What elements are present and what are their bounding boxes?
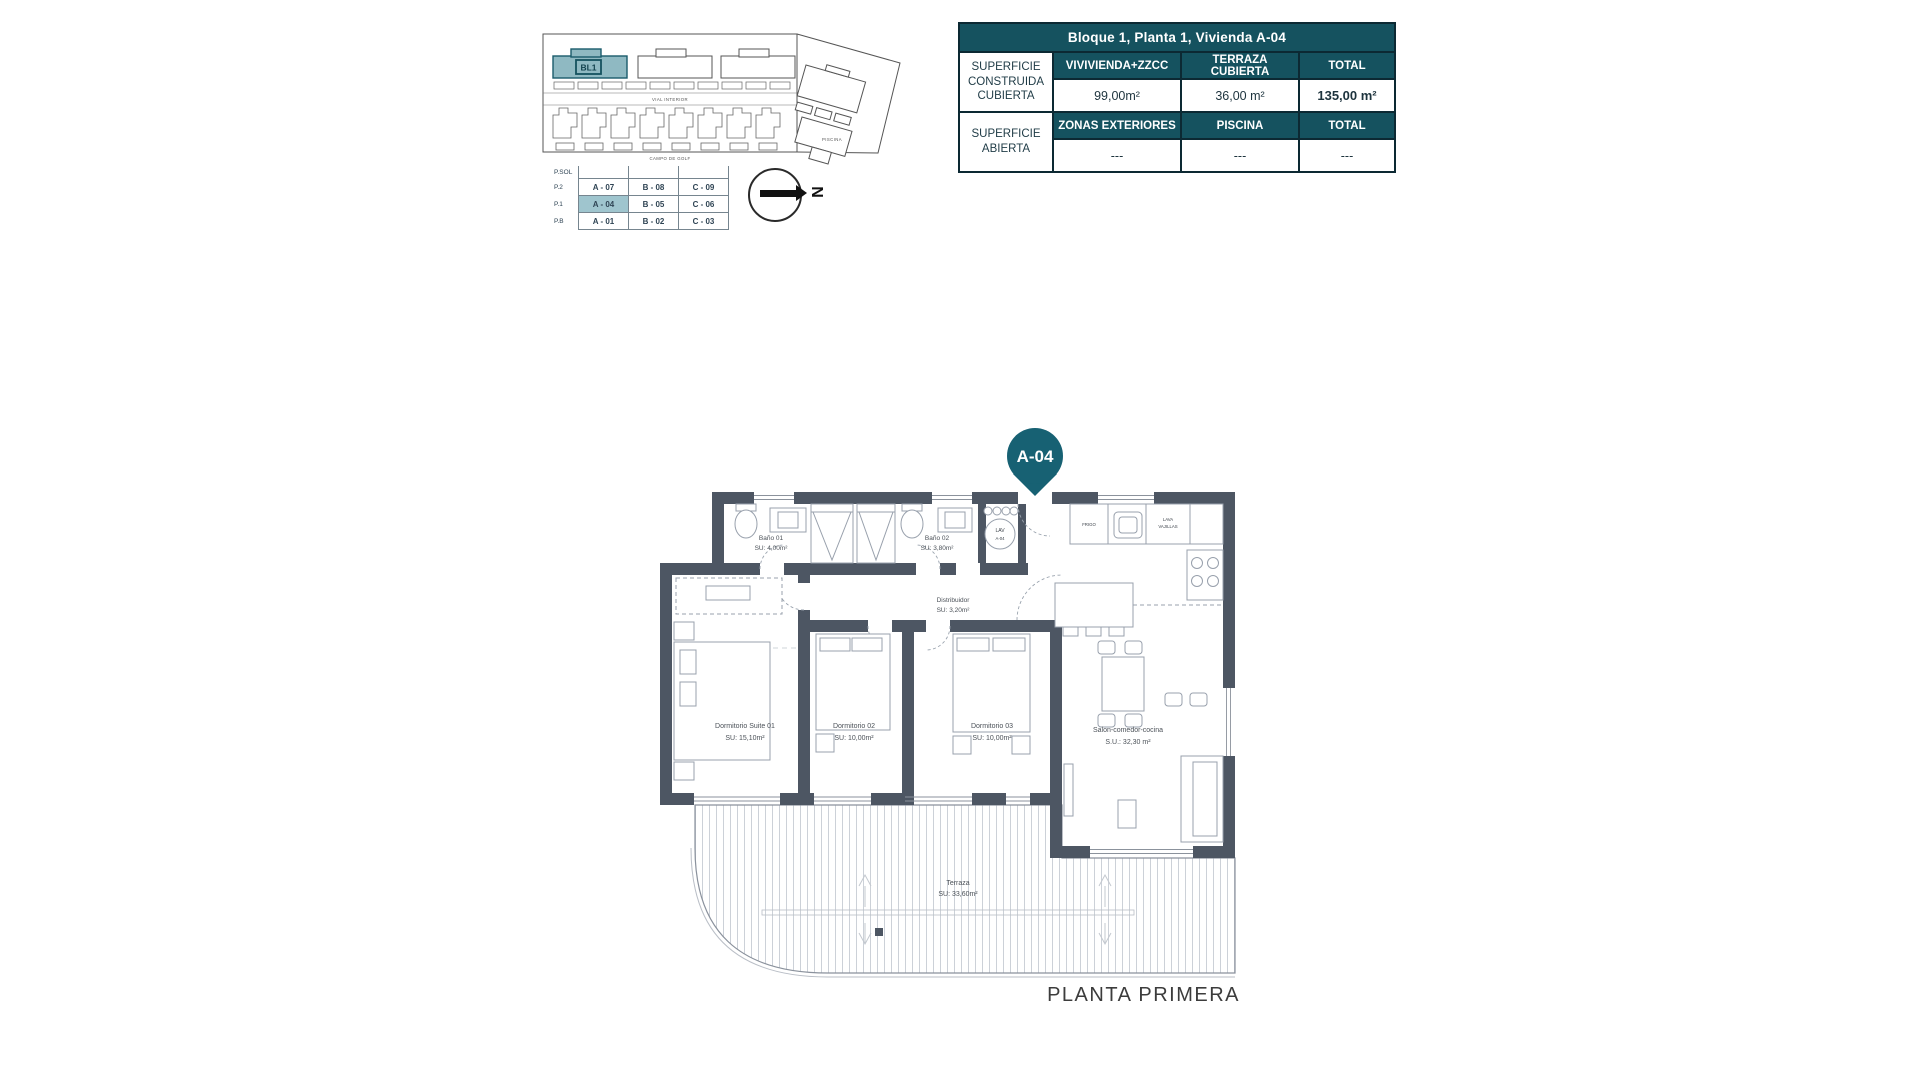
floor-cell [579, 166, 629, 179]
col-header: ZONAS EXTERIORES [1053, 112, 1181, 139]
bano2-label: Baño 02 [924, 535, 950, 542]
block-2 [638, 49, 712, 78]
col-header: PISCINA [1181, 112, 1299, 139]
floor-cell-A04-selected[interactable]: A - 04 [579, 196, 629, 213]
drain-marker [875, 928, 883, 936]
road-label: VIAL INTERIOR [651, 97, 689, 102]
open-surface-total: --- [1299, 139, 1395, 172]
terrace [691, 805, 1235, 977]
open-surface-label: SUPERFICIE ABIERTA [959, 112, 1053, 172]
floor-cell-C03[interactable]: C - 03 [679, 213, 729, 230]
area-summary-table [958, 22, 1396, 173]
block-3 [721, 49, 795, 78]
garden-strips [554, 82, 790, 89]
plan-caption: PLANTA PRIMERA [1047, 984, 1240, 1006]
suite-label: Dormitorio Suite 01 [715, 723, 775, 730]
floor-cell-B08[interactable]: B - 08 [629, 179, 679, 196]
pool-label: PISCINA [822, 137, 842, 142]
kitchen [1055, 504, 1223, 636]
level-label: P.SOL [554, 168, 573, 176]
fridge-label: FRIGO [1082, 522, 1096, 527]
terraza-label: Terraza [946, 880, 970, 887]
level-label: P.B [554, 217, 564, 225]
salon-area: S.U.: 32,30 m² [1105, 739, 1151, 746]
dishwasher-label-1: LAVA [1162, 517, 1174, 522]
north-arrow-head [796, 185, 807, 201]
bano1-label: Baño 01 [758, 535, 784, 542]
suite-area: SU: 15,10m² [725, 735, 765, 742]
lav-sublabel: A-04 [995, 536, 1005, 541]
dorm2-label: Dormitorio 02 [832, 723, 876, 730]
bathroom-1-fixtures [735, 504, 806, 538]
floor-cell [679, 166, 729, 179]
golf-label: CAMPO DE GOLF [649, 156, 691, 161]
pool-building [792, 117, 852, 168]
open-surface-exterior: --- [1053, 139, 1181, 172]
built-surface-dwelling: 99,00m² [1053, 79, 1181, 112]
floor-row-pb [552, 213, 729, 230]
shower-stalls [811, 504, 895, 563]
suite-furniture [674, 578, 796, 780]
dorm3-label: Dormitorio 03 [970, 723, 1014, 730]
floor-selector [552, 166, 729, 230]
built-surface-label: SUPERFICIE CONSTRUIDA CUBIERTA [959, 52, 1053, 112]
houses-row [553, 108, 780, 150]
north-letter: N [807, 186, 825, 198]
distribuidor-area: SU: 3,20m² [936, 607, 970, 614]
terraza-area: SU: 33,60m² [938, 891, 978, 898]
bano2-area: SU: 3,80m² [920, 545, 954, 552]
floor-cell-B02[interactable]: B - 02 [629, 213, 679, 230]
north-arrow [760, 190, 796, 197]
dorm2-area: SU: 10,00m² [834, 735, 874, 742]
unit-pin [1007, 428, 1063, 496]
lav-label: LAV [995, 528, 1005, 534]
floor-plan [650, 420, 1250, 1020]
unit-pin-label: A-04 [1016, 447, 1054, 466]
salon-label: Salon-comedor-cocina [1092, 727, 1164, 734]
level-label: P.1 [554, 200, 563, 208]
open-surface-pool: --- [1181, 139, 1299, 172]
floor-row-p2 [552, 179, 729, 196]
built-surface-total: 135,00 m² [1299, 79, 1395, 112]
col-header: VIVIVIENDA+ZZCC [1053, 52, 1181, 79]
col-header: TOTAL [1299, 112, 1395, 139]
floor-row-p1 [552, 196, 729, 213]
laundry-closet [984, 507, 1018, 549]
col-header: TOTAL [1299, 52, 1395, 79]
bathroom-2-fixtures [901, 504, 972, 538]
unit-title: Bloque 1, Planta 1, Vivienda A-04 [959, 23, 1395, 52]
floor-cell [629, 166, 679, 179]
floor-cell-C09[interactable]: C - 09 [679, 179, 729, 196]
col-header: TERRAZA CUBIERTA [1181, 52, 1299, 79]
dishwasher-label-2: VAJILLAS [1158, 524, 1178, 529]
dorm3-area: SU: 10,00m² [972, 735, 1012, 742]
bl1-label: BL1 [580, 62, 597, 73]
site-plan [540, 25, 920, 177]
built-surface-terrace: 36,00 m² [1181, 79, 1299, 112]
distribuidor-label: Distribuidor [936, 597, 970, 604]
floor-cell-A01[interactable]: A - 01 [579, 213, 629, 230]
floor-cell-C06[interactable]: C - 06 [679, 196, 729, 213]
bano1-area: SU: 4,00m² [754, 545, 788, 552]
floor-cell-A07[interactable]: A - 07 [579, 179, 629, 196]
floor-cell-B05[interactable]: B - 05 [629, 196, 679, 213]
level-label: P.2 [554, 183, 563, 191]
right-building [793, 59, 867, 126]
floor-row-psol [552, 166, 729, 179]
